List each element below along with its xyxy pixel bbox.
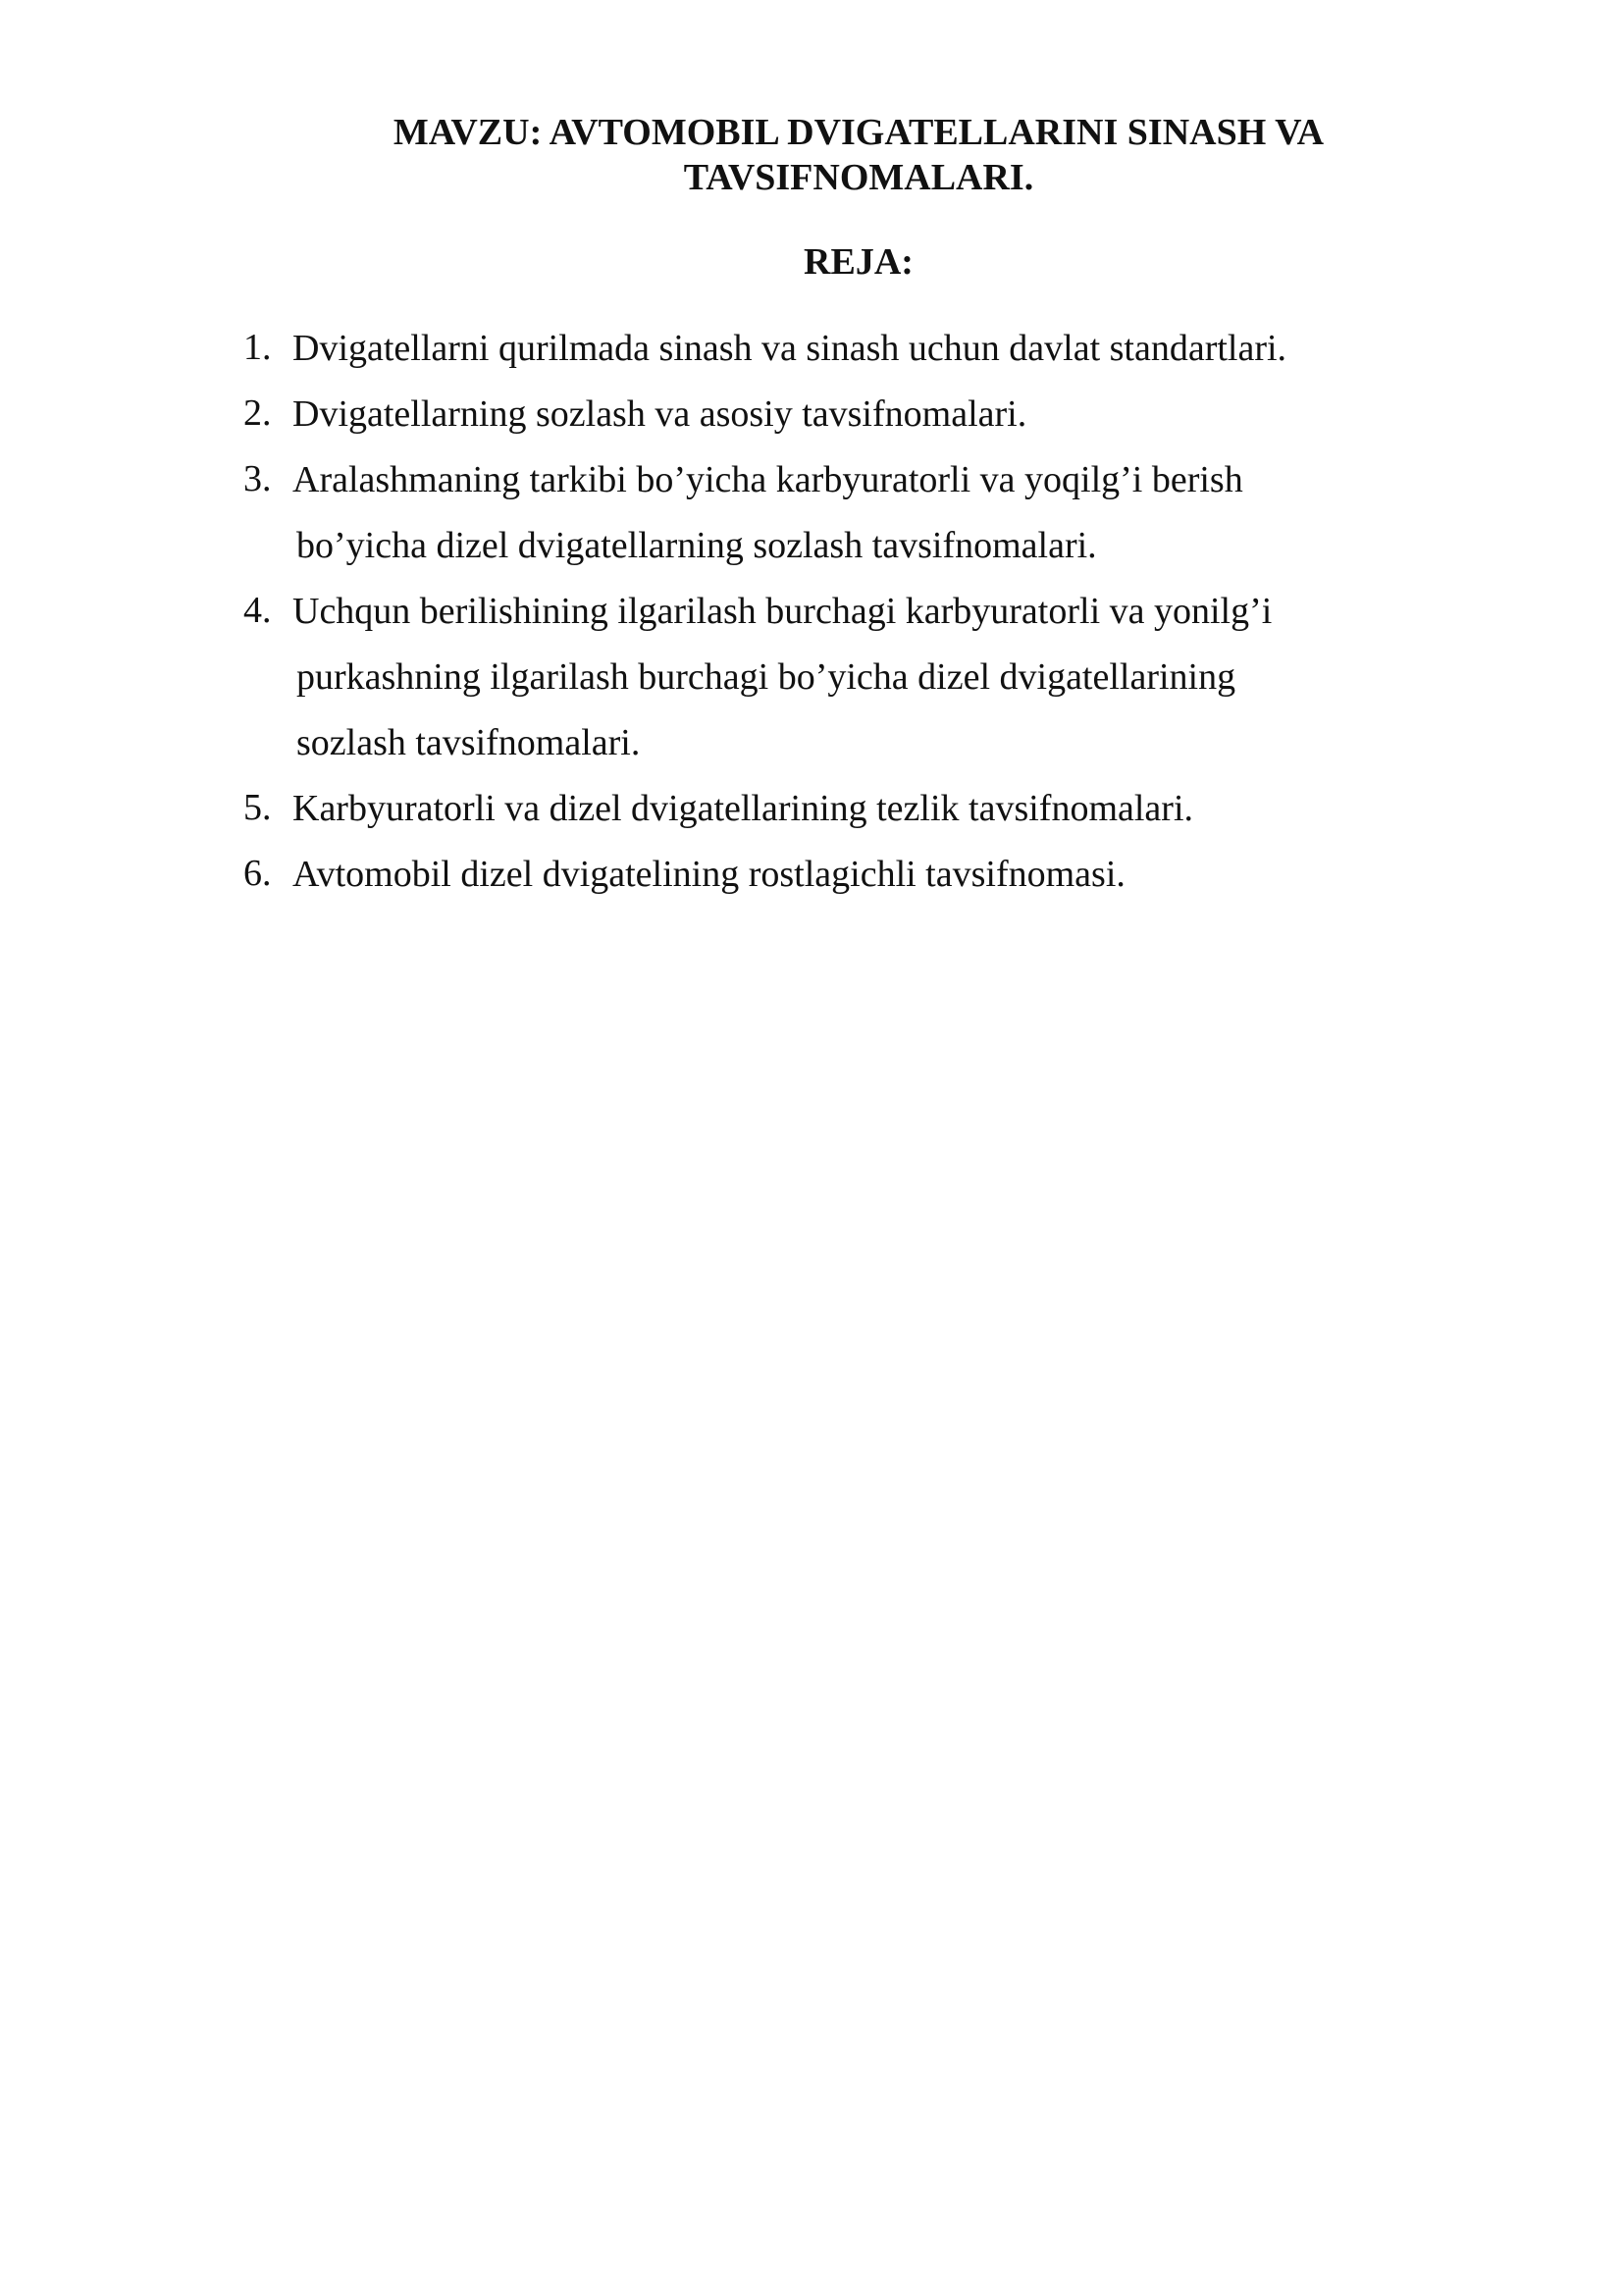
document-title-line-1: MAVZU: AVTOMOBIL DVIGATELLARINI SINASH VA bbox=[393, 112, 1325, 153]
plan-item-text: Dvigatellarning sozlash va asosiy tavsifnomalari. bbox=[292, 393, 1027, 435]
plan-item-number: 2. bbox=[243, 392, 272, 434]
plan-item-text-continued: sozlash tavsifnomalari. bbox=[296, 722, 641, 763]
plan-item-1 bbox=[243, 326, 1401, 372]
plan-item-text: Dvigatellarni qurilmada sinash va sinash uchun davlat standartlari. bbox=[292, 328, 1287, 369]
plan-heading: REJA: bbox=[804, 241, 914, 283]
plan-item-text: Aralashmaning tarkibi bo’yicha karbyuratorli va yoqilg’i berish bbox=[292, 459, 1243, 500]
plan-item-number: 4. bbox=[243, 590, 272, 631]
plan-item-text-continued: purkashning ilgarilash burchagi bo’yicha dizel dvigatellarining bbox=[296, 656, 1236, 698]
plan-item-number: 5. bbox=[243, 787, 272, 828]
document-title bbox=[343, 110, 1374, 200]
plan-item-2 bbox=[243, 391, 1401, 438]
plan-item-text-continued: bo’yicha dizel dvigatellarning sozlash tavsifnomalari. bbox=[296, 525, 1097, 566]
plan-item-5 bbox=[243, 786, 1401, 832]
plan-list bbox=[243, 326, 1401, 917]
plan-item-number: 3. bbox=[243, 458, 272, 499]
plan-item-text: Karbyuratorli va dizel dvigatellarining tezlik tavsifnomalari. bbox=[292, 788, 1194, 829]
document-title-line-2: TAVSIFNOMALARI. bbox=[683, 157, 1034, 198]
plan-item-3 bbox=[243, 457, 1401, 569]
plan-item-6 bbox=[243, 852, 1401, 898]
plan-item-text: Uchqun berilishining ilgarilash burchagi karbyuratorli va yonilg’i bbox=[292, 591, 1273, 632]
plan-item-number: 6. bbox=[243, 853, 272, 894]
plan-item-number: 1. bbox=[243, 327, 272, 368]
plan-item-4 bbox=[243, 589, 1401, 766]
plan-item-text: Avtomobil dizel dvigatelining rostlagichli tavsifnomasi. bbox=[292, 854, 1126, 895]
